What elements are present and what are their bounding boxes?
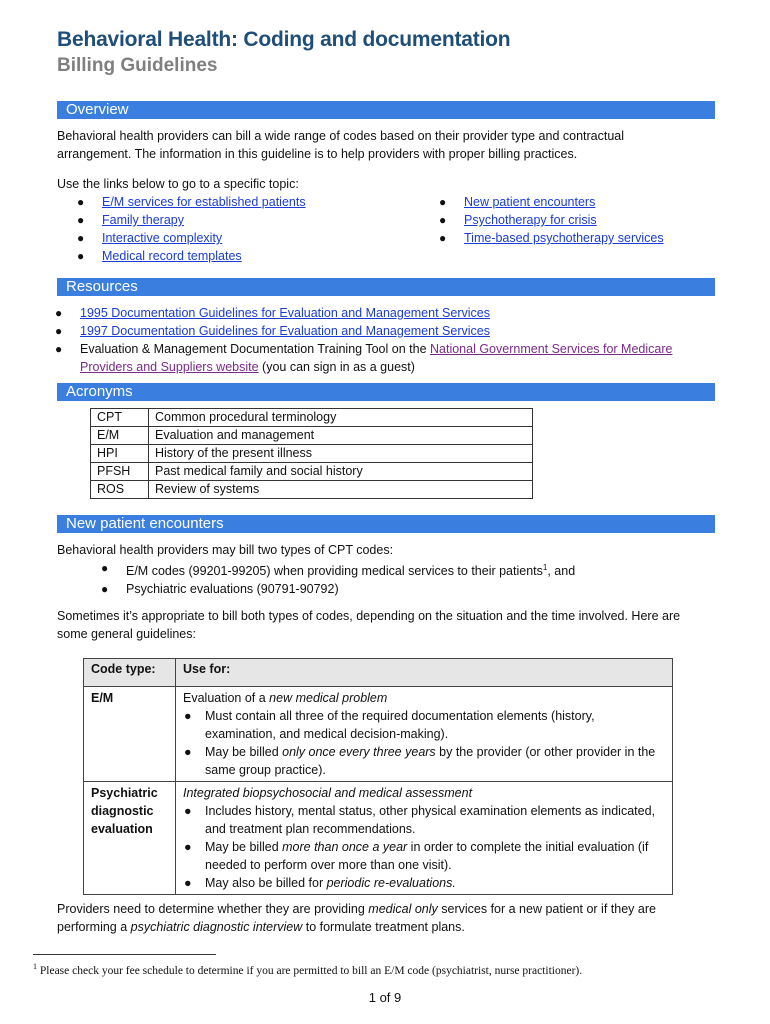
overview-line-2: arrangement. The information in this guideline is to help providers with proper billing practices. [57, 147, 578, 161]
guidelines-line-1: Sometimes it’s appropriate to bill both types of codes, depending on the situation and the time involved. Here are [57, 609, 681, 623]
list-item [439, 193, 664, 211]
section-heading-resources: Resources [57, 278, 715, 296]
em-bullet-1: Must contain all three of the required documentation elements (history, examination, and medical decision-making). [205, 709, 595, 741]
list-item [439, 211, 664, 229]
guidelines-paragraph [57, 607, 747, 643]
list-item [184, 874, 665, 892]
closing-l2-b: to formulate treatment plans. [302, 920, 465, 934]
psych-bullet-2-prefix: May be billed [205, 840, 283, 854]
new-patient-intro: Behavioral health providers may bill two types of CPT codes: [57, 543, 394, 557]
list-item [77, 229, 306, 247]
em-lead: Evaluation of a [183, 691, 270, 705]
em-bullet-2-prefix: May be billed [205, 745, 283, 759]
table-row [91, 445, 533, 463]
footnote [33, 962, 582, 977]
bullet-icon: ● [184, 745, 192, 759]
bullet-icon: ● [55, 306, 63, 320]
closing-l1-b: services for a new patient or if they are [437, 902, 656, 916]
use-for-psych [176, 782, 673, 895]
bullet-icon: ● [439, 195, 447, 209]
topic-links-right [439, 193, 664, 247]
bullet-icon: ● [439, 213, 447, 227]
em-bullets [183, 707, 665, 779]
link-ngs-medicare-cont[interactable]: Providers and Suppliers website [80, 360, 259, 374]
list-item [77, 211, 306, 229]
topic-links-left [77, 193, 306, 265]
link-new-patient-encounters[interactable]: New patient encounters [464, 195, 596, 209]
page-subtitle: Billing Guidelines [57, 55, 218, 76]
bullet-icon: ● [77, 231, 85, 245]
em-codes-tail: , and [547, 564, 576, 579]
footnote-ref[interactable]: 1 [542, 563, 548, 572]
psych-label-2: diagnostic [91, 804, 154, 818]
list-item [184, 707, 665, 743]
bullet-icon: ● [184, 709, 192, 723]
page-title: Behavioral Health: Coding and documentation [57, 28, 511, 51]
table-row [84, 782, 673, 895]
link-em-established[interactable]: E/M services for established patients [102, 195, 306, 209]
table-row [84, 687, 673, 782]
closing-paragraph [57, 900, 747, 936]
acronym-meaning: Common procedural terminology [149, 409, 533, 427]
link-1995-guidelines[interactable]: 1995 Documentation Guidelines for Evaluation and Management Services [80, 306, 490, 320]
psych-bullets [183, 802, 665, 892]
bullet-icon: ● [77, 195, 85, 209]
code-type-psych [84, 782, 176, 895]
list-item [184, 743, 665, 779]
acronym-abbr: ROS [91, 481, 149, 499]
list-item [101, 559, 686, 580]
link-ngs-medicare[interactable]: National Government Services for Medicare [430, 342, 673, 356]
overview-paragraph [57, 127, 737, 163]
training-tool-suffix: (you can sign in as a guest) [258, 360, 415, 374]
acronym-meaning: Past medical family and social history [149, 463, 533, 481]
acronym-abbr: CPT [91, 409, 149, 427]
training-tool-text: Evaluation & Management Documentation Training Tool on the [80, 342, 430, 356]
psych-lead-italic: Integrated biopsychosocial and medical assessment [183, 786, 473, 800]
table-header-row [84, 659, 673, 687]
page-number: 1 of 9 [368, 990, 402, 1005]
acronym-meaning: Evaluation and management [149, 427, 533, 445]
list-item [101, 580, 686, 598]
list-item [55, 322, 720, 340]
link-1997-guidelines[interactable]: 1997 Documentation Guidelines for Evaluation and Management Services [80, 324, 490, 338]
psych-eval-codes-text: Psychiatric evaluations (90791-90792) [126, 582, 339, 597]
footnote-divider [33, 954, 216, 955]
em-lead-italic: new medical problem [269, 691, 388, 705]
bullet-icon: ● [184, 876, 192, 890]
use-for-em [176, 687, 673, 782]
closing-l1-italic: medical only [368, 902, 438, 916]
footnote-mark: 1 [33, 962, 37, 971]
acronym-abbr: HPI [91, 445, 149, 463]
bullet-icon: ● [101, 582, 109, 597]
acronyms-table [90, 408, 533, 499]
em-bullet-2-suffix: by the provider (or other provider in the same group practice). [205, 745, 656, 777]
link-interactive-complexity[interactable]: Interactive complexity [102, 231, 223, 245]
link-psychotherapy-crisis[interactable]: Psychotherapy for crisis [464, 213, 597, 227]
psych-bullet-2-italic: more than once a year [282, 840, 408, 854]
bullet-icon: ● [184, 804, 192, 818]
column-header-use-for: Use for: [176, 659, 673, 687]
code-type-em: E/M [84, 687, 176, 782]
list-item [55, 304, 720, 322]
table-row [91, 463, 533, 481]
bullet-icon: ● [184, 840, 192, 854]
section-heading-new-patient: New patient encounters [57, 515, 715, 533]
list-item [184, 838, 665, 874]
guidelines-line-2: some general guidelines: [57, 627, 196, 641]
closing-l2-a: performing a [57, 920, 131, 934]
code-type-table [83, 658, 673, 895]
overview-line-1: Behavioral health providers can bill a wide range of codes based on their provider type and contractual [57, 129, 625, 143]
links-intro: Use the links below to go to a specific topic: [57, 177, 299, 191]
list-item [77, 193, 306, 211]
acronym-abbr: PFSH [91, 463, 149, 481]
list-item [55, 340, 720, 376]
psych-label-3: evaluation [91, 822, 153, 836]
psych-bullet-3-prefix: May also be billed for [205, 876, 327, 890]
bullet-icon: ● [55, 324, 63, 338]
psych-bullet-2-suffix: in order to complete the initial evaluation (if needed to perform over more than one visit). [205, 840, 649, 872]
bullet-icon: ● [439, 231, 447, 245]
bullet-icon: ● [77, 249, 85, 263]
section-heading-overview: Overview [57, 101, 715, 119]
acronym-meaning: Review of systems [149, 481, 533, 499]
psych-bullet-1: Includes history, mental status, other physical examination elements as indicated, and treatment plan recommendations. [205, 804, 655, 836]
resources-list [55, 304, 720, 376]
acronym-meaning: History of the present illness [149, 445, 533, 463]
link-time-based-psychotherapy[interactable]: Time-based psychotherapy services [464, 231, 664, 245]
cpt-types-list [101, 559, 686, 598]
bullet-icon: ● [101, 561, 109, 575]
link-medical-record-templates[interactable]: Medical record templates [102, 249, 242, 263]
list-item [184, 802, 665, 838]
footnote-text: Please check your fee schedule to determine if you are permitted to bill an E/M code (psychiatrist, nurse practitioner). [37, 964, 583, 977]
list-item [77, 247, 306, 265]
link-family-therapy[interactable]: Family therapy [102, 213, 184, 227]
em-codes-text: E/M codes (99201-99205) when providing medical services to their patients [126, 564, 543, 579]
psych-bullet-3-italic: periodic re-evaluations. [326, 876, 456, 890]
table-row [91, 409, 533, 427]
column-header-code-type: Code type: [84, 659, 176, 687]
list-item [439, 229, 664, 247]
table-row [91, 427, 533, 445]
bullet-icon: ● [55, 342, 63, 356]
closing-l2-italic: psychiatric diagnostic interview [130, 920, 303, 934]
em-bullet-2-italic: only once every three years [282, 745, 436, 759]
section-heading-acronyms: Acronyms [57, 383, 715, 401]
bullet-icon: ● [77, 213, 85, 227]
psych-label-1: Psychiatric [91, 786, 158, 800]
table-row [91, 481, 533, 499]
closing-l1-a: Providers need to determine whether they are providing [57, 902, 369, 916]
acronym-abbr: E/M [91, 427, 149, 445]
